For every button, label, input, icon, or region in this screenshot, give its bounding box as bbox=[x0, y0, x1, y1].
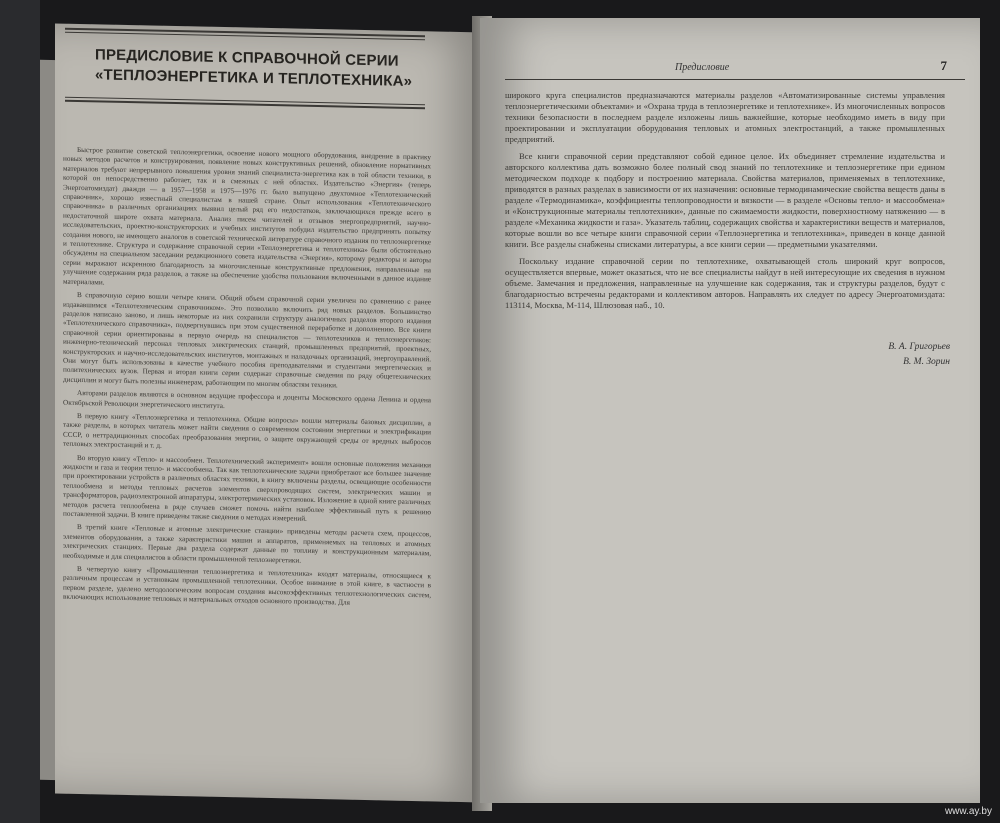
right-page-body bbox=[505, 90, 945, 317]
signatures bbox=[888, 340, 950, 370]
paragraph: В справочную серию вошли четыре книги. Общий объем справочной серии увеличен по сравнению с ранее издававшимся «Теплотехническим справочником». Это позволило включить ряд новых разделов. Большинство разделов написано заново, и лишь некоторые из них сохранили структуру аналогичных разделов второго издания «Теплотехнического справочника», подвергнувшись при этом существенной переработке и дополнению. Все книги справочной серии ориентированы в первую очередь на специалистов — теплотехников и теплоэнергетиков: инженерно-технический персонал тепловых электрических станций, промышленных предприятий, проектных, конструкторских и научно-исследовательских институтов, монтажных и наладочных организаций, энергоуправлений. Они могут быть использованы в качестве учебного пособия преподавателями и студентами энергетических и политехнических вузов. Первая и вторая книги серии содержат справочные сведения по ряду общетехнических дисциплин и могут быть полезны инженерам, работающим по многим областям техники. bbox=[63, 291, 431, 390]
preface-title-line-2: «ТЕПЛОЭНЕРГЕТИКА И ТЕПЛОТЕХНИКА» bbox=[95, 66, 413, 90]
page-number: 7 bbox=[940, 58, 947, 73]
paragraph: широкого круга специалистов предназначаются материалы разделов «Автоматизированные системы управления теплоэнергетическими объектами» и «Охрана труда в теплоэнергетике и теплотехнике». Из многочисленных вопросов техники безопасности в последнем разделе изложены лишь важнейшие, которые необходимо иметь в виду при проектировании и эксплуатации оборудования тепловых и атомных электростанций, а также промышленных предприятий. bbox=[505, 90, 945, 144]
paragraph: В третий книге «Тепловые и атомные электрические станции» приведены методы расчета схем, процессов, элементов оборудования, а также характеристики машин и аппаратов, применяемых на тепловых и атомных электрических станциях. Первые два раздела содержат данные по топливу и конструкционным материалам, необходимые и для специалистов в области промышленной теплоэнергетики. bbox=[63, 523, 431, 565]
paragraph: Быстрое развитие советской теплоэнергетики, освоение нового мощного оборудования, внедрение в практику новых методов расчетов и конструирования, появление новых конструктивных решений, обновление нормативных материалов требуют непрерывного повышения уровня знаний специалиста-энергетика как в той области техники, в которой он непосредственно работает, так и в смежных с ней областях. Издательство «Энергия» (теперь Энергоатомиздат) дважди — в 1957—1958 и 1975—1976 гг. было выпущено двухтомное «Теплотехнический справочник», хорошо известный специалистам в нашей стране. Опыт использования «Теплотехнического справочника» в различных организациях выявил целый ряд его недостатков, заключающихся прежде всего в недостаточной широте охвата материала. Анализ писем читателей и отзывов энергопредприятий, научно-исследовательских, проектно-конструкторских и учебных институтов побудил издательство предпринять попытку создания нового, не имеющего аналогов в советской технической литературе справочного издания по теплоэнергетике и теплотехнике. Структура и содержание справочной серии «Теплоэнергетика и теплотехника» были обстоятельно обсуждены на специальном заседании редакционного совета издательства «Энергия», которому редакторы и авторы серии выражают искренною благодарность за многочисленные конструктивные предложения, направленные на улучшение содержания ряда разделов, а также на обеспечение удобства пользования включенными в данное издание материалами. bbox=[63, 145, 431, 287]
running-header bbox=[505, 58, 965, 80]
header-rule bbox=[505, 79, 965, 80]
preface-title-line-1: ПРЕДИСЛОВИЕ К СПРАВОЧНОЙ СЕРИИ bbox=[95, 46, 399, 70]
signature-grigoriev: В. А. Григорьев bbox=[888, 342, 950, 352]
signature-zorin: В. М. Зорин bbox=[903, 357, 950, 367]
paragraph: Поскольку издание справочной серии по теплотехнике, охватывающей столь широкий круг вопросов, осуществляется впервые, может оказаться, что не все специалисты найдут в ней интересующие их сведения в нужном объеме. Замечания и предложения, направленные на улучшение как содержания, так и структуры разделов, будут с благодарностью встречены редакторами и коллективом авторов. Направлять их следует по адресу Энергоатомиздата: 113114, Москва, М-114, Шлюзовая наб., 10. bbox=[505, 256, 945, 310]
preface-title bbox=[65, 33, 425, 103]
paragraph: Авторами разделов являются в основном ведущие профессора и доценты Московского ордена Ленина и ордена Октябрьской Революции энергетического института. bbox=[63, 389, 431, 410]
paragraph: Во вторую книгу «Тепло- и массообмен. Теплотехнический эксперимент» вошли основные положения механики жидкости и газа и теории тепло- и массообмена. Так как теплотехнические задачи приобретают все большее значение при проектировании устройств в различных областях техники, в книгу включены разделы, освещающие особенности теплообмена и методы тепловых расчетов элементов сверхпроводящих систем, электрических машин и трансформаторов, радиоэлектронной аппаратуры, электротермических установок. Изложение в одной книге различных методов расчета теплообмена в ряде случаев сможет помочь найти наиболее эффективный путь к решению поставленной задачи. В книге приведены также сведения о методах измерений. bbox=[63, 453, 431, 523]
watermark: www.ay.by bbox=[944, 806, 992, 817]
title-block bbox=[65, 28, 425, 110]
left-page bbox=[55, 23, 485, 802]
paragraph: В первую книгу «Теплоэнергетика и теплотехника. Общие вопросы» вошли материалы базовых дисциплин, а также разделы, в которых читатель может найти сведения о современном состоянии энергетики и электрификации СССР, о неттрадиционных способах преобразования энергии, о защите окружающей среды от вредных выбросов тепловых электростанций и т. д. bbox=[63, 411, 431, 450]
left-page-body bbox=[63, 146, 431, 614]
right-page bbox=[480, 18, 980, 803]
paragraph: В четвертую книгу «Промышленная теплоэнергетика и теплотехника» входят материалы, относящиеся к различным процессам и установкам промышленной теплотехники. Особое внимание в этой книге, в частности в первом разделе, уделено методологическим вопросам создания высокоэффективных теплотехнологических систем, включающих использование тепловых и материальных отходов основного производства. Для bbox=[63, 565, 431, 607]
background-strip bbox=[0, 0, 40, 823]
running-header-title: Предисловие bbox=[675, 62, 730, 73]
paragraph: Все книги справочной серии представляют собой единое целое. Их объединяет стремление издательства и авторского коллектива дать возможно более полный свод знаний по теплотехнике и теплоэнергетике при едином методическом подходе к подбору и построению материала. Свойства материалов, применяемых в теплотехнике, приводятся в разных разделах в зависимости от их назначения: основные термодинамические свойства веществ даны в разделе «Термодинамика», коэффициенты теплопроводности и вязкости — в разделе «Основы тепло- и массообмена» и «Конструкционные материалы теплотехники», данные по сжимаемости жидкости, поверхностному натяжению — в разделе «Механика жидкости и газа». Указатель таблиц, содержащих свойства и характеристики веществ и материалов, которые вошли во все четыре книги справочной серии «Теплоэнергетика и теплотехника», приведен в конце данной книги. Все разделы снабжены списками литературы, а все книги серии — предметными указателями. bbox=[505, 151, 945, 249]
